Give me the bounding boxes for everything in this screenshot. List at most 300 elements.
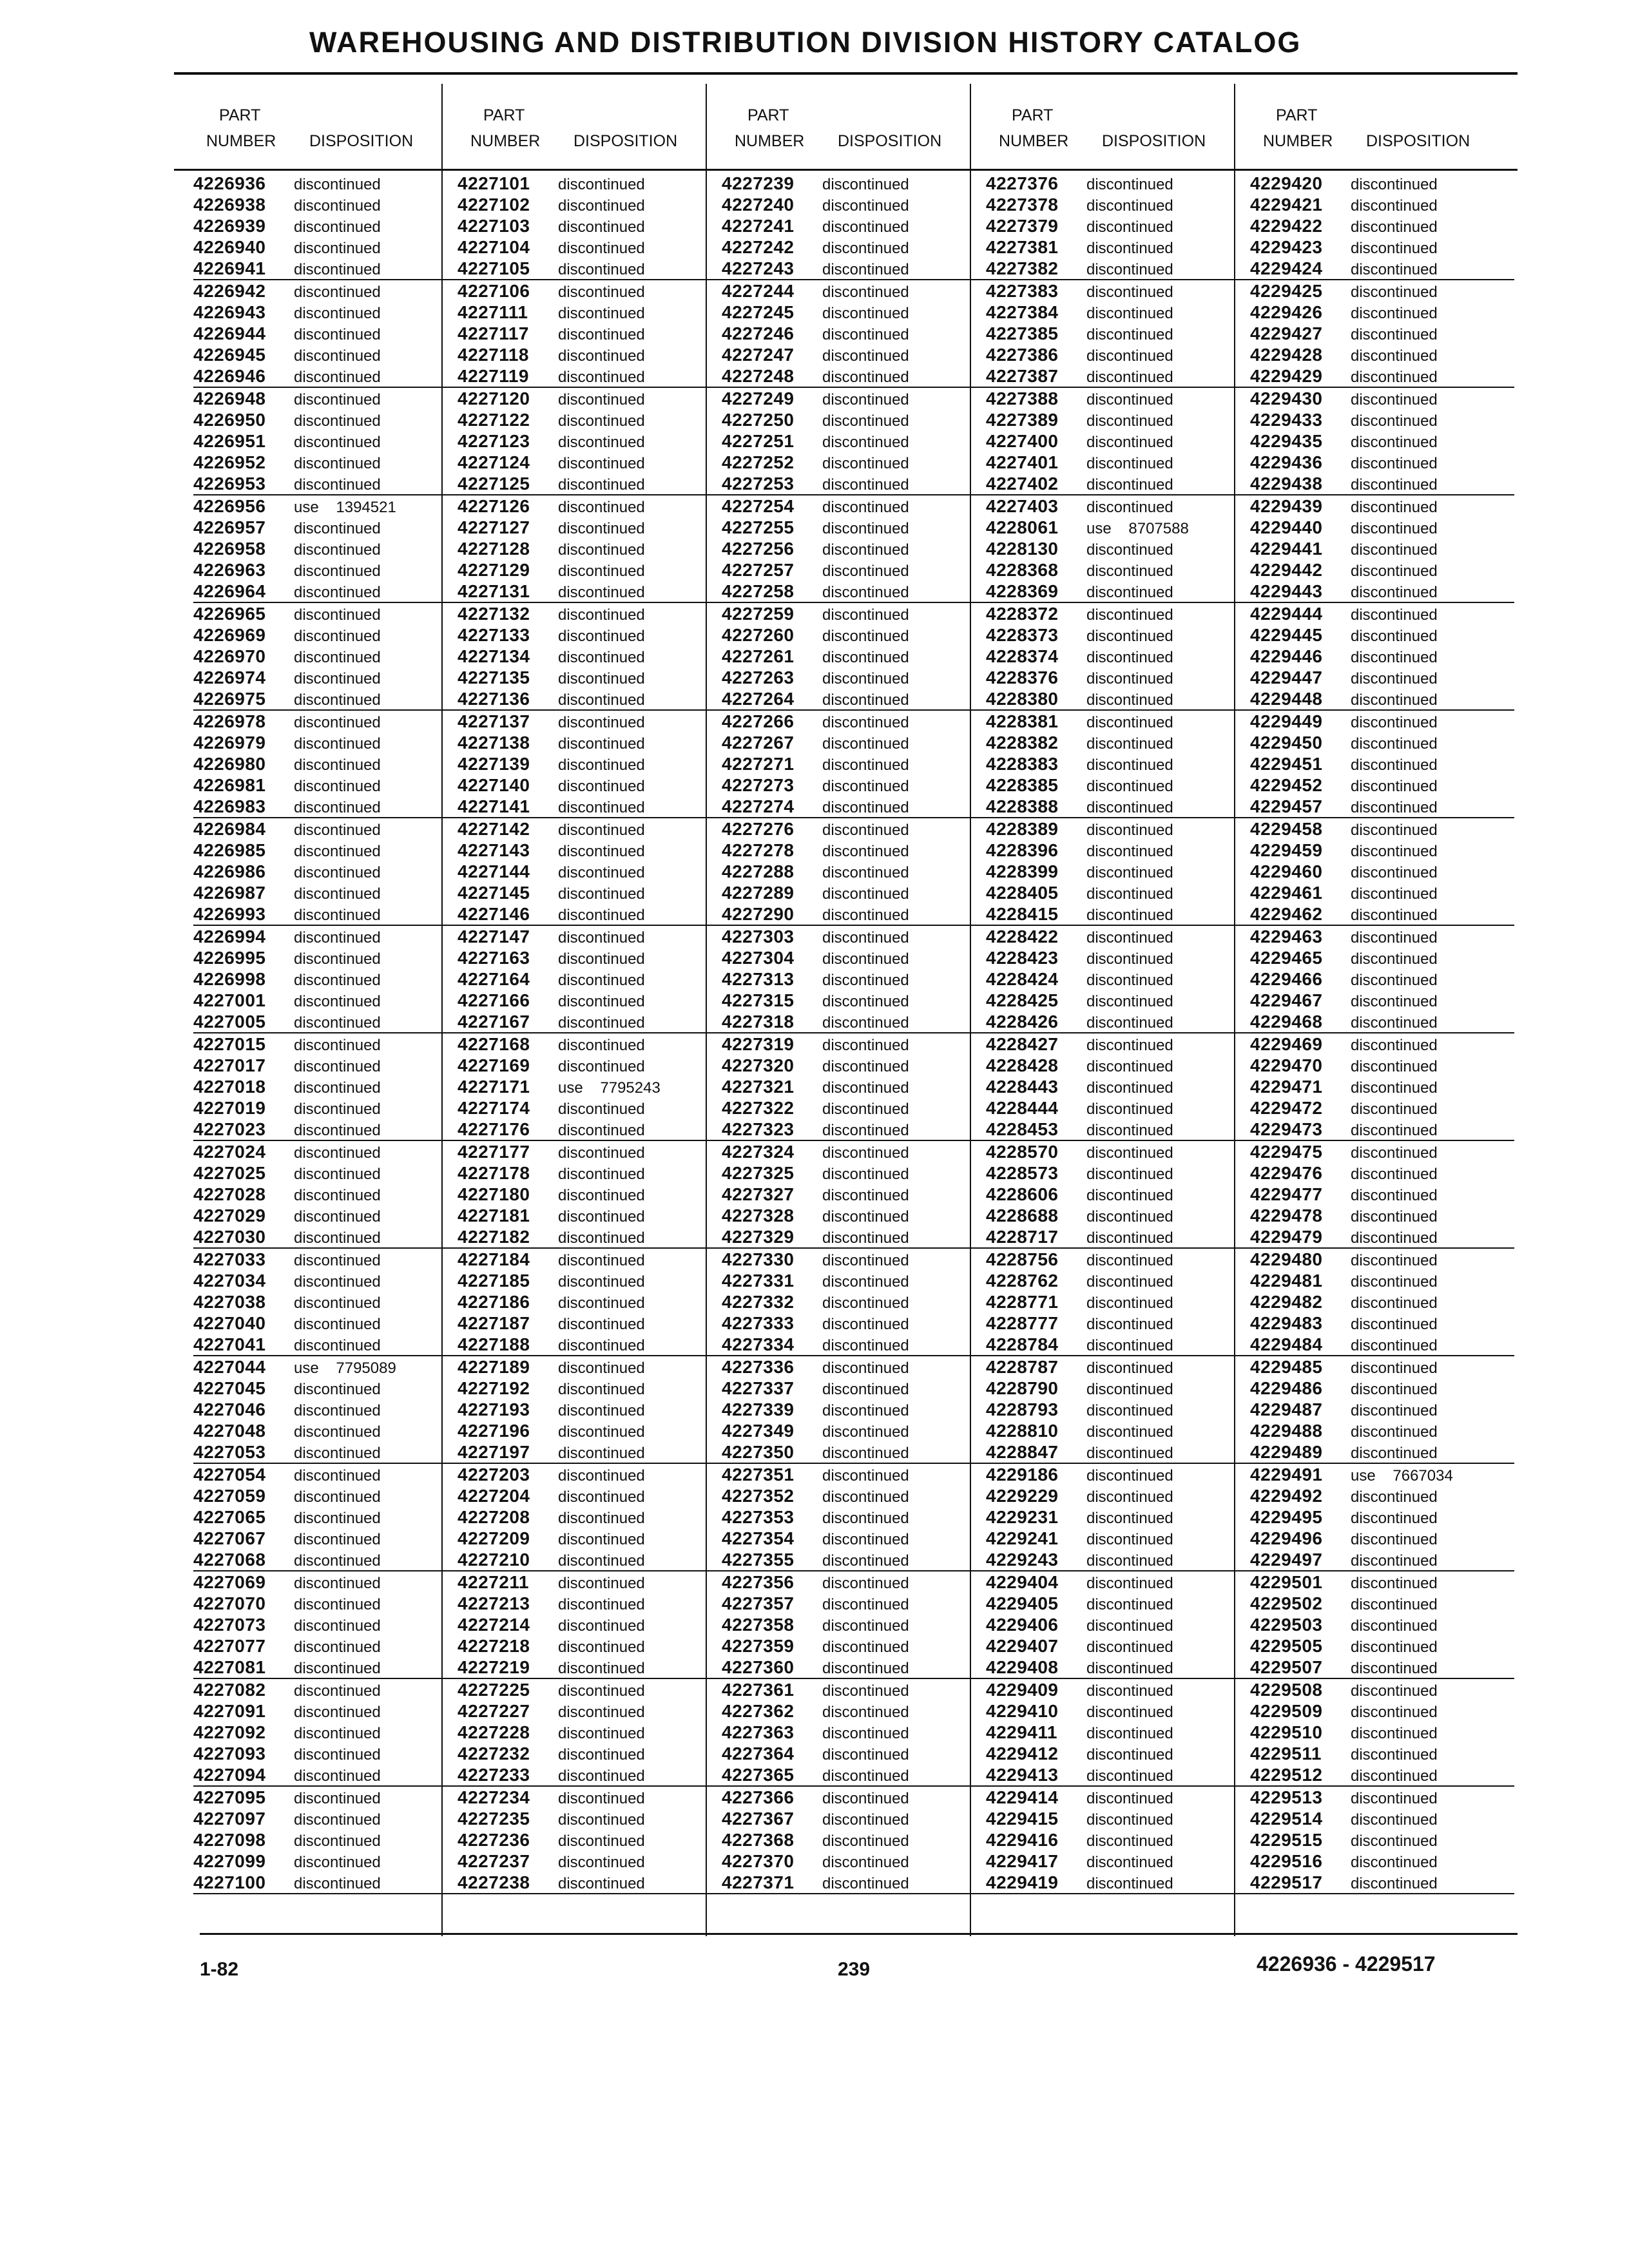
row-group bbox=[722, 1033, 986, 1141]
part-number: 4227077 bbox=[193, 1636, 266, 1656]
disposition: discontinued bbox=[822, 1639, 909, 1656]
disposition: discontinued bbox=[294, 434, 381, 451]
table-row bbox=[193, 818, 458, 840]
table-row bbox=[458, 1571, 722, 1593]
disposition: discontinued bbox=[822, 822, 909, 839]
disposition: discontinued bbox=[558, 1166, 645, 1183]
part-number: 4227361 bbox=[722, 1680, 795, 1700]
part-number: 4227315 bbox=[722, 990, 795, 1010]
part-number: 4227257 bbox=[722, 560, 795, 580]
table-row bbox=[986, 1162, 1250, 1184]
disposition: discontinued bbox=[1351, 1854, 1438, 1871]
part-number: 4227073 bbox=[193, 1615, 266, 1635]
part-number: 4229480 bbox=[1250, 1249, 1323, 1269]
table-row bbox=[1250, 1119, 1514, 1140]
disposition: discontinued bbox=[1351, 391, 1438, 408]
part-number: 4227263 bbox=[722, 668, 795, 687]
table-row bbox=[458, 882, 722, 903]
disposition: discontinued bbox=[294, 1510, 381, 1527]
disposition: discontinued bbox=[1086, 1166, 1173, 1183]
table-row bbox=[722, 1614, 986, 1635]
disposition: discontinued bbox=[1086, 778, 1173, 795]
part-number: 4227192 bbox=[458, 1378, 530, 1398]
table-row bbox=[458, 517, 722, 538]
table-row bbox=[986, 559, 1250, 581]
part-number: 4229473 bbox=[1250, 1119, 1323, 1139]
part-number: 4227185 bbox=[458, 1271, 530, 1291]
part-number: 4227359 bbox=[722, 1636, 795, 1656]
disposition: discontinued bbox=[558, 993, 645, 1010]
row-group bbox=[458, 818, 722, 926]
table-row bbox=[1250, 1312, 1514, 1334]
table-row bbox=[986, 1635, 1250, 1657]
part-number: 4227106 bbox=[458, 281, 530, 301]
part-number: 4226941 bbox=[193, 258, 266, 278]
part-number: 4229435 bbox=[1250, 431, 1323, 451]
part-number: 4226969 bbox=[193, 625, 266, 645]
table-row bbox=[986, 1420, 1250, 1441]
disposition: discontinued bbox=[1351, 1122, 1438, 1139]
disposition: discontinued bbox=[1351, 907, 1438, 924]
table-row bbox=[193, 1635, 458, 1657]
disposition: discontinued bbox=[1351, 562, 1438, 580]
table-row bbox=[193, 688, 458, 709]
row-group bbox=[1250, 1571, 1514, 1679]
part-number: 4228383 bbox=[986, 754, 1059, 774]
part-number: 4226964 bbox=[193, 581, 266, 601]
disposition: discontinued bbox=[294, 1402, 381, 1419]
part-number: 4228425 bbox=[986, 990, 1059, 1010]
part-number: 4229446 bbox=[1250, 646, 1323, 666]
disposition: discontinued bbox=[1086, 218, 1173, 236]
table-row bbox=[1250, 1205, 1514, 1226]
part-number: 4227127 bbox=[458, 517, 530, 537]
part-number: 4229512 bbox=[1250, 1765, 1323, 1785]
part-number: 4227068 bbox=[193, 1550, 266, 1570]
part-number: 4227046 bbox=[193, 1399, 266, 1419]
part-number: 4229495 bbox=[1250, 1507, 1323, 1527]
table-row bbox=[458, 1464, 722, 1485]
part-number: 4229513 bbox=[1250, 1787, 1323, 1807]
disposition: discontinued bbox=[822, 1832, 909, 1850]
part-number: 4227266 bbox=[722, 711, 795, 731]
disposition: discontinued bbox=[294, 929, 381, 947]
disposition: discontinued bbox=[822, 799, 909, 816]
table-row bbox=[722, 818, 986, 840]
disposition: discontinued bbox=[558, 1575, 645, 1592]
disposition: discontinued bbox=[1086, 1639, 1173, 1656]
part-number: 4226948 bbox=[193, 389, 266, 408]
table-row bbox=[193, 1549, 458, 1570]
disposition: discontinued bbox=[1086, 1144, 1173, 1162]
part-number: 4229485 bbox=[1250, 1357, 1323, 1377]
disposition: discontinued bbox=[1086, 326, 1173, 343]
table-row bbox=[722, 1162, 986, 1184]
row-group bbox=[458, 926, 722, 1033]
table-row bbox=[193, 624, 458, 646]
disposition: discontinued bbox=[822, 885, 909, 903]
part-number: 4227189 bbox=[458, 1357, 530, 1377]
part-number: 4228756 bbox=[986, 1249, 1059, 1269]
table-row bbox=[722, 947, 986, 968]
part-number: 4228810 bbox=[986, 1421, 1059, 1441]
table-row bbox=[193, 1464, 458, 1485]
disposition: discontinued bbox=[1351, 993, 1438, 1010]
disposition: discontinued bbox=[1351, 1639, 1438, 1656]
disposition: discontinued bbox=[558, 691, 645, 709]
table-row bbox=[722, 646, 986, 667]
disposition: discontinued bbox=[822, 1273, 909, 1291]
disposition: discontinued bbox=[294, 606, 381, 624]
disposition: discontinued bbox=[822, 240, 909, 257]
disposition: discontinued bbox=[294, 993, 381, 1010]
disposition: discontinued bbox=[1351, 1617, 1438, 1635]
table-row bbox=[193, 194, 458, 215]
table-row bbox=[1250, 323, 1514, 344]
row-group bbox=[722, 603, 986, 711]
part-number: 4226944 bbox=[193, 323, 266, 343]
part-number: 4227319 bbox=[722, 1034, 795, 1054]
disposition: discontinued bbox=[294, 520, 381, 537]
table-row bbox=[458, 365, 722, 387]
disposition: discontinued bbox=[294, 1208, 381, 1225]
disposition: discontinued bbox=[822, 907, 909, 924]
part-number: 4228426 bbox=[986, 1012, 1059, 1032]
part-number: 4227366 bbox=[722, 1787, 795, 1807]
table-row bbox=[193, 388, 458, 409]
part-number: 4227401 bbox=[986, 452, 1059, 472]
disposition: discontinued bbox=[822, 1058, 909, 1075]
disposition: discontinued bbox=[558, 1273, 645, 1291]
part-number: 4229488 bbox=[1250, 1421, 1323, 1441]
part-number: 4227357 bbox=[722, 1593, 795, 1613]
table-row bbox=[722, 323, 986, 344]
disposition: discontinued bbox=[822, 1122, 909, 1139]
part-number: 4227059 bbox=[193, 1486, 266, 1506]
row-group bbox=[1250, 280, 1514, 388]
table-row bbox=[193, 1097, 458, 1119]
part-number: 4227363 bbox=[722, 1722, 795, 1742]
column-header-2 bbox=[445, 100, 709, 164]
disposition: discontinued bbox=[1086, 714, 1173, 731]
part-number: 4229413 bbox=[986, 1765, 1059, 1785]
table-row bbox=[1250, 258, 1514, 279]
part-number: 4228573 bbox=[986, 1163, 1059, 1183]
part-number: 4229405 bbox=[986, 1593, 1059, 1613]
row-group bbox=[1250, 495, 1514, 603]
part-number: 4229442 bbox=[1250, 560, 1323, 580]
table-row bbox=[986, 968, 1250, 990]
table-row bbox=[986, 1399, 1250, 1420]
part-number: 4227242 bbox=[722, 237, 795, 257]
part-number: 4227225 bbox=[458, 1680, 530, 1700]
table-row bbox=[722, 926, 986, 947]
disposition: discontinued bbox=[1351, 1229, 1438, 1247]
table-row bbox=[986, 194, 1250, 215]
table-row bbox=[193, 1226, 458, 1247]
part-number: 4227094 bbox=[193, 1765, 266, 1785]
disposition: discontinued bbox=[1086, 1531, 1173, 1548]
part-number: 4228368 bbox=[986, 560, 1059, 580]
row-group bbox=[458, 603, 722, 711]
table-row bbox=[986, 1334, 1250, 1355]
table-row bbox=[1250, 1162, 1514, 1184]
table-row bbox=[722, 236, 986, 258]
part-number: 4227209 bbox=[458, 1528, 530, 1548]
part-number: 4227091 bbox=[193, 1701, 266, 1721]
disposition: discontinued bbox=[558, 1875, 645, 1892]
disposition: discontinued bbox=[294, 1790, 381, 1807]
table-row bbox=[193, 581, 458, 602]
part-number: 4229469 bbox=[1250, 1034, 1323, 1054]
disposition: discontinued bbox=[822, 1079, 909, 1097]
disposition: discontinued bbox=[294, 1229, 381, 1247]
part-number: 4229483 bbox=[1250, 1313, 1323, 1333]
table-row bbox=[722, 1097, 986, 1119]
table-row bbox=[193, 215, 458, 236]
row-group bbox=[458, 711, 722, 818]
table-row bbox=[458, 1593, 722, 1614]
table-row bbox=[986, 840, 1250, 861]
table-row bbox=[1250, 430, 1514, 452]
table-row bbox=[458, 818, 722, 840]
part-number: 4227136 bbox=[458, 689, 530, 709]
table-row bbox=[458, 688, 722, 709]
disposition: discontinued bbox=[1086, 864, 1173, 881]
disposition: use 7795243 bbox=[558, 1079, 660, 1097]
table-row bbox=[193, 1808, 458, 1829]
disposition: discontinued bbox=[294, 649, 381, 666]
part-number: 4229508 bbox=[1250, 1680, 1323, 1700]
row-group bbox=[722, 495, 986, 603]
table-row bbox=[722, 581, 986, 602]
part-number: 4227336 bbox=[722, 1357, 795, 1377]
disposition: discontinued bbox=[822, 1360, 909, 1377]
disposition: discontinued bbox=[1086, 843, 1173, 860]
part-number: 4227365 bbox=[722, 1765, 795, 1785]
disposition: discontinued bbox=[558, 1790, 645, 1807]
part-number: 4227360 bbox=[722, 1657, 795, 1677]
part-number: 4227135 bbox=[458, 668, 530, 687]
table-row bbox=[193, 926, 458, 947]
table-row bbox=[458, 1420, 722, 1441]
disposition: discontinued bbox=[822, 929, 909, 947]
row-group bbox=[1250, 711, 1514, 818]
disposition: discontinued bbox=[822, 305, 909, 322]
part-number: 4228422 bbox=[986, 927, 1059, 947]
part-number: 4229502 bbox=[1250, 1593, 1323, 1613]
disposition: discontinued bbox=[1351, 455, 1438, 472]
row-group bbox=[986, 1571, 1250, 1679]
part-number: 4229441 bbox=[1250, 539, 1323, 559]
part-number: 4229429 bbox=[1250, 366, 1323, 386]
disposition: discontinued bbox=[1351, 499, 1438, 516]
disposition: discontinued bbox=[558, 1510, 645, 1527]
part-number: 4227386 bbox=[986, 345, 1059, 365]
table-row bbox=[722, 1076, 986, 1097]
part-number: 4229461 bbox=[1250, 883, 1323, 903]
row-group bbox=[986, 1679, 1250, 1787]
bottom-rule bbox=[200, 1933, 1518, 1935]
disposition: discontinued bbox=[1351, 1273, 1438, 1291]
disposition: discontinued bbox=[558, 1014, 645, 1032]
disposition: discontinued bbox=[294, 455, 381, 472]
part-number: 4227303 bbox=[722, 927, 795, 947]
table-row bbox=[458, 1528, 722, 1549]
part-number: 4227250 bbox=[722, 410, 795, 430]
row-group bbox=[986, 1356, 1250, 1464]
row-group bbox=[193, 173, 458, 280]
disposition: discontinued bbox=[1086, 1445, 1173, 1462]
disposition: discontinued bbox=[558, 1252, 645, 1269]
part-number: 4228380 bbox=[986, 689, 1059, 709]
part-number: 4229467 bbox=[1250, 990, 1323, 1010]
table-row bbox=[986, 1184, 1250, 1205]
part-number: 4228787 bbox=[986, 1357, 1059, 1377]
table-row bbox=[722, 473, 986, 494]
table-row bbox=[722, 1722, 986, 1743]
disposition: discontinued bbox=[822, 455, 909, 472]
disposition: discontinued bbox=[1086, 1316, 1173, 1333]
part-number: 4227025 bbox=[193, 1163, 266, 1183]
table-row bbox=[193, 1055, 458, 1076]
table-row bbox=[193, 1270, 458, 1291]
table-row bbox=[986, 323, 1250, 344]
table-row bbox=[1250, 559, 1514, 581]
table-row bbox=[722, 711, 986, 732]
part-number: 4227045 bbox=[193, 1378, 266, 1398]
disposition: discontinued bbox=[822, 1187, 909, 1204]
disposition: discontinued bbox=[1351, 305, 1438, 322]
disposition: discontinued bbox=[822, 1294, 909, 1312]
table-row bbox=[722, 1205, 986, 1226]
disposition: discontinued bbox=[1086, 1360, 1173, 1377]
row-group bbox=[1250, 173, 1514, 280]
disposition: discontinued bbox=[1086, 1767, 1173, 1785]
row-group bbox=[1250, 1464, 1514, 1571]
part-number: 4229463 bbox=[1250, 927, 1323, 947]
disposition: discontinued bbox=[1351, 218, 1438, 236]
table-row bbox=[193, 323, 458, 344]
part-number: 4227210 bbox=[458, 1550, 530, 1570]
part-number: 4226981 bbox=[193, 775, 266, 795]
table-row bbox=[986, 947, 1250, 968]
table-row bbox=[986, 882, 1250, 903]
disposition: discontinued bbox=[1351, 1187, 1438, 1204]
table-row bbox=[986, 1141, 1250, 1162]
disposition: discontinued bbox=[822, 1510, 909, 1527]
disposition: discontinued bbox=[1086, 1617, 1173, 1635]
table-row bbox=[1250, 1808, 1514, 1829]
disposition: discontinued bbox=[294, 1875, 381, 1892]
part-number: 4226950 bbox=[193, 410, 266, 430]
footer-date-code: 1-82 bbox=[200, 1959, 239, 1980]
disposition: discontinued bbox=[822, 326, 909, 343]
part-number: 4229404 bbox=[986, 1572, 1059, 1592]
table-row bbox=[193, 603, 458, 624]
part-number: 4228443 bbox=[986, 1077, 1059, 1097]
table-row bbox=[722, 1270, 986, 1291]
table-row bbox=[722, 603, 986, 624]
part-number: 4227403 bbox=[986, 496, 1059, 516]
disposition: discontinued bbox=[558, 1552, 645, 1570]
disposition: discontinued bbox=[558, 907, 645, 924]
disposition: discontinued bbox=[294, 1014, 381, 1032]
disposition: discontinued bbox=[822, 1100, 909, 1118]
disposition: discontinued bbox=[294, 584, 381, 601]
part-number: 4228427 bbox=[986, 1034, 1059, 1054]
table-row bbox=[722, 968, 986, 990]
table-row bbox=[986, 1743, 1250, 1764]
disposition: discontinued bbox=[294, 1316, 381, 1333]
table-row bbox=[193, 1076, 458, 1097]
part-number: 4229476 bbox=[1250, 1163, 1323, 1183]
part-number: 4227128 bbox=[458, 539, 530, 559]
row-group bbox=[986, 173, 1250, 280]
part-number: 4227329 bbox=[722, 1227, 795, 1247]
part-number: 4229407 bbox=[986, 1636, 1059, 1656]
table-row bbox=[986, 624, 1250, 646]
table-row bbox=[722, 1808, 986, 1829]
part-number: 4227214 bbox=[458, 1615, 530, 1635]
disposition: discontinued bbox=[822, 864, 909, 881]
disposition: discontinued bbox=[1351, 929, 1438, 947]
table-row bbox=[458, 388, 722, 409]
part-number: 4227400 bbox=[986, 431, 1059, 451]
disposition: discontinued bbox=[1086, 261, 1173, 278]
part-number: 4227290 bbox=[722, 904, 795, 924]
disposition: discontinued bbox=[558, 455, 645, 472]
table-row bbox=[722, 1226, 986, 1247]
part-number: 4227238 bbox=[458, 1872, 530, 1892]
table-row bbox=[986, 1700, 1250, 1722]
disposition: discontinued bbox=[1351, 1445, 1438, 1462]
part-number: 4229428 bbox=[1250, 345, 1323, 365]
disposition: discontinued bbox=[294, 1058, 381, 1075]
disposition: discontinued bbox=[294, 197, 381, 215]
part-number: 4227054 bbox=[193, 1465, 266, 1485]
disposition: discontinued bbox=[558, 541, 645, 559]
part-number: 4228369 bbox=[986, 581, 1059, 601]
part-number: 4227233 bbox=[458, 1765, 530, 1785]
table-row bbox=[458, 861, 722, 882]
disposition: discontinued bbox=[822, 1575, 909, 1592]
part-number: 4229489 bbox=[1250, 1442, 1323, 1462]
table-row bbox=[986, 603, 1250, 624]
row-group bbox=[458, 1571, 722, 1679]
part-number: 4229416 bbox=[986, 1830, 1059, 1850]
table-row bbox=[1250, 753, 1514, 774]
table-row bbox=[722, 1312, 986, 1334]
disposition: discontinued bbox=[294, 176, 381, 193]
table-row bbox=[1250, 1700, 1514, 1722]
disposition: discontinued bbox=[822, 476, 909, 494]
disposition: discontinued bbox=[1086, 1423, 1173, 1441]
table-row bbox=[722, 1420, 986, 1441]
part-number: 4227213 bbox=[458, 1593, 530, 1613]
row-group bbox=[1250, 603, 1514, 711]
table-row bbox=[722, 688, 986, 709]
table-row bbox=[722, 302, 986, 323]
row-group bbox=[986, 280, 1250, 388]
table-row bbox=[458, 1549, 722, 1570]
table-row bbox=[722, 1657, 986, 1678]
part-number: 4227246 bbox=[722, 323, 795, 343]
part-number: 4227133 bbox=[458, 625, 530, 645]
part-number: 4227193 bbox=[458, 1399, 530, 1419]
table-row bbox=[458, 538, 722, 559]
disposition: discontinued bbox=[558, 1854, 645, 1871]
